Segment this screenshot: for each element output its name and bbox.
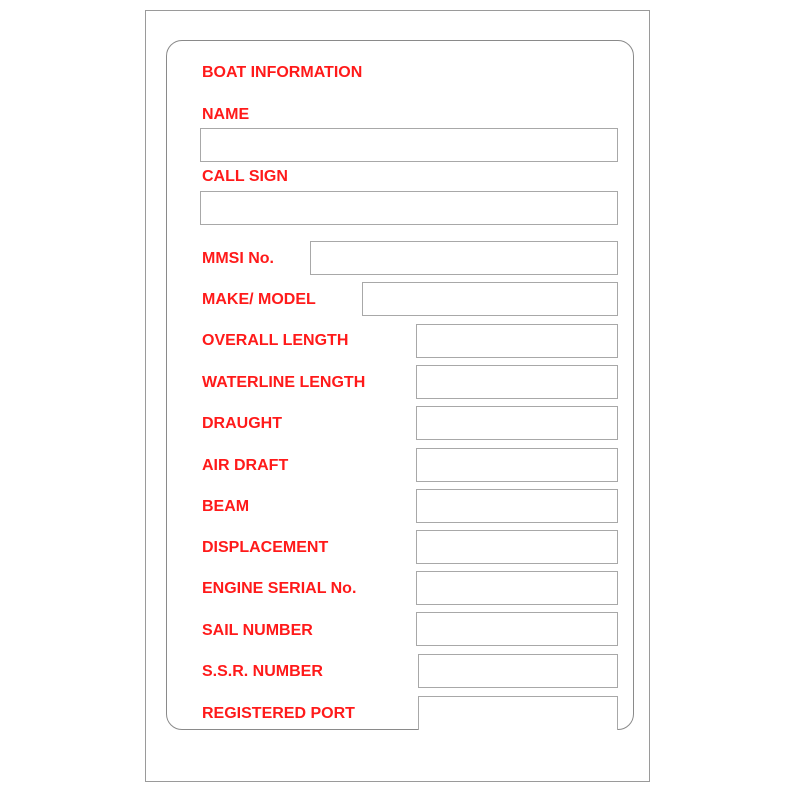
air-draft-label: AIR DRAFT [202, 457, 289, 474]
sail-number-label: SAIL NUMBER [202, 622, 313, 639]
form-title: BOAT INFORMATION [202, 64, 363, 81]
displacement-field[interactable] [416, 530, 618, 564]
call-sign-label: CALL SIGN [202, 168, 288, 185]
draught-label: DRAUGHT [202, 415, 282, 432]
make-model-label: MAKE/ MODEL [202, 291, 316, 308]
ssr-number-label: S.S.R. NUMBER [202, 663, 323, 680]
air-draft-field[interactable] [416, 448, 618, 482]
beam-field[interactable] [416, 489, 618, 523]
engine-serial-label: ENGINE SERIAL No. [202, 580, 357, 597]
name-field[interactable] [200, 128, 618, 162]
name-label: NAME [202, 106, 250, 123]
engine-serial-field[interactable] [416, 571, 618, 605]
call-sign-field[interactable] [200, 191, 618, 225]
make-model-field[interactable] [362, 282, 618, 316]
sail-number-field[interactable] [416, 612, 618, 646]
waterline-length-field[interactable] [416, 365, 618, 399]
registered-port-field[interactable] [418, 696, 618, 730]
mmsi-field[interactable] [310, 241, 618, 275]
ssr-number-field[interactable] [418, 654, 618, 688]
displacement-label: DISPLACEMENT [202, 539, 329, 556]
draught-field[interactable] [416, 406, 618, 440]
beam-label: BEAM [202, 498, 250, 515]
registered-port-label: REGISTERED PORT [202, 705, 355, 722]
waterline-length-label: WATERLINE LENGTH [202, 374, 366, 391]
overall-length-label: OVERALL LENGTH [202, 332, 349, 349]
mmsi-label: MMSI No. [202, 250, 274, 267]
overall-length-field[interactable] [416, 324, 618, 358]
